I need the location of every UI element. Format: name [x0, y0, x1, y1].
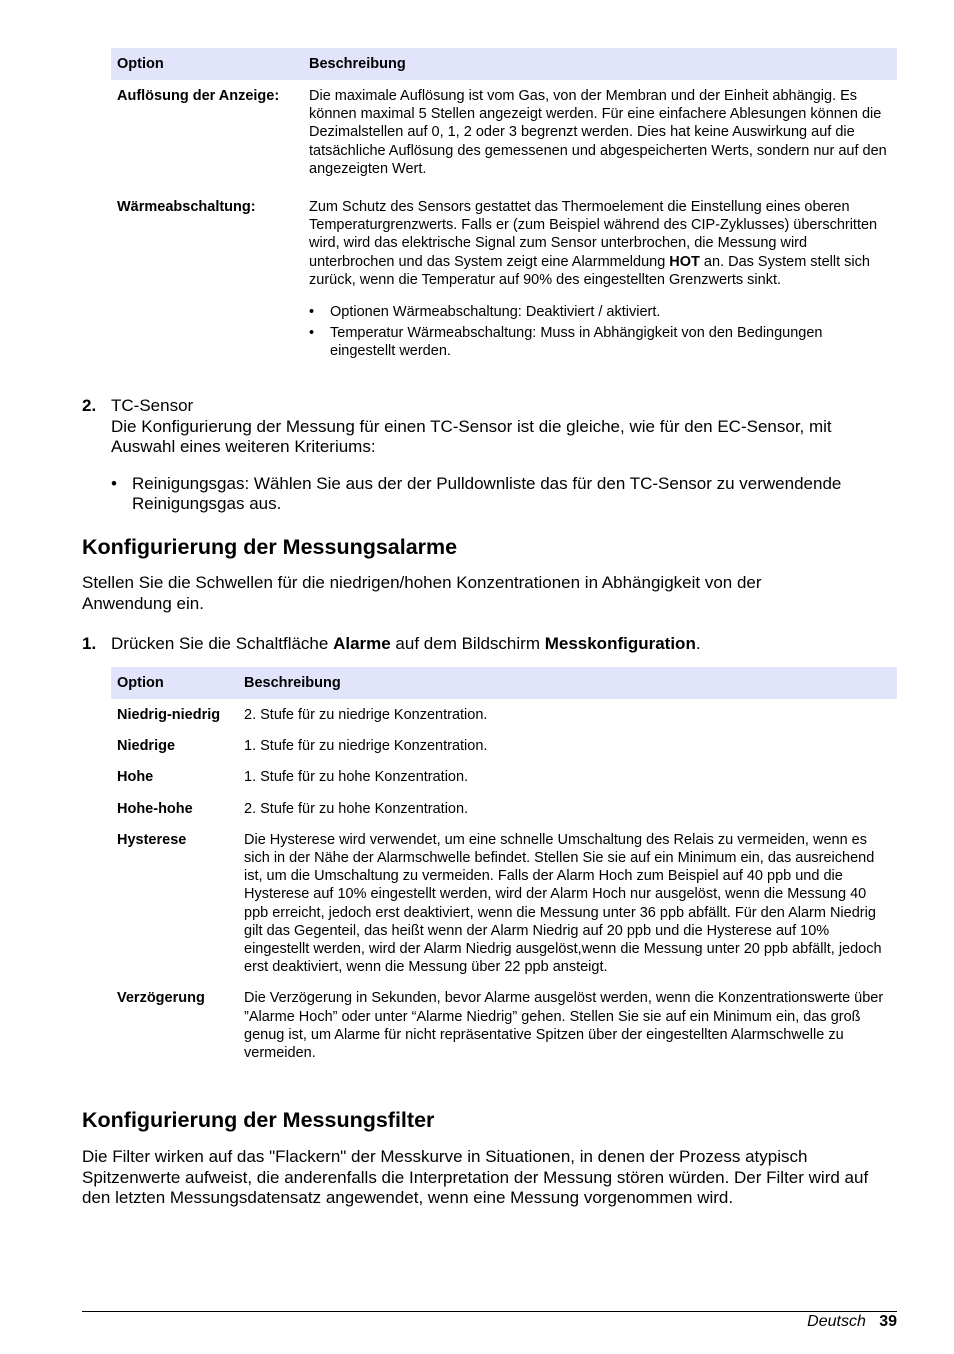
alarme-keyword: Alarme: [333, 634, 391, 653]
option-description: Die maximale Auflösung ist vom Gas, von der Membran und der Einheit abhängig. Es können maximal 5 Stellen angezeigt werden. Für eine einfachere Ablesungen können die Dezimalstellen auf 0, 1, 2 oder 3 begrenzt werden. Dies hat keine Auswirkung auf die tatsächliche Auflösung des gemessenen und abgespeicherten Werts, sondern nur auf den angezeigten Wert.: [309, 88, 887, 177]
table-header-description: Beschreibung: [303, 48, 897, 80]
options-table-alarms: [111, 667, 897, 1068]
table-row: [111, 982, 897, 1068]
option-name: Hohe-hohe: [117, 800, 193, 817]
option-description: 2. Stufe für zu hohe Konzentration.: [244, 800, 469, 817]
bullet-icon: •: [111, 473, 117, 493]
table-row: [111, 824, 897, 983]
bullet-icon: •: [309, 325, 315, 342]
option-name: Niedrige: [117, 738, 176, 755]
table-row: [111, 184, 897, 370]
step-number: 2.: [82, 396, 97, 415]
option-description: Die Hysterese wird verwendet, um eine schnelle Umschaltung des Relais zu vermeiden, wenn es sich in der Nähe der Alarmschwelle befindet. Stellen Sie sie auf ein Minimum ein, das ausreichend ist, um die Umschaltung zu vermeiden. Falls der Alarm Hoch zum Beispiel auf 40 ppb und die Hysterese auf 10% eingestellt werden, wird der Alarm Hoch nur ausgelöst, wenn die Messung 40 ppb erreicht, jedoch erst deaktiviert, wenn die Messung unter 36 ppb abfällt. Für den Alarm Niedrig gilt das Gegenteil, das heißt wenn der Alarm Niedrig auf 20 ppb und die Hysterese auf 10% eingestellt werden, wird der Alarm Niedrig ausgelöst,wenn die Messung unter 20 ppb abfällt, jedoch erst deaktiviert, wenn die Messung über 22 ppb ansteigt.: [244, 831, 882, 976]
page-number: 39: [879, 1313, 897, 1330]
page-footer: [807, 1313, 897, 1331]
option-name: Hohe: [117, 769, 154, 786]
table-header-row: [111, 667, 897, 699]
table-row: [111, 730, 897, 761]
list-item: • Optionen Wärmeabschaltung: Deaktiviert / aktiviert.: [309, 304, 661, 321]
option-description: Die Verzögerung in Sekunden, bevor Alarme ausgelöst werden, wenn die Konzentrationswerte über ”Alarme Hoch” oder unter “Alarme Niedrig” gehen. Stellen Sie sie auf ein Minimum ein, das groß genug ist, um Alarme für nicht repräsentative Spitzen über der eingestellten Alarmschwelle zu vermeiden.: [244, 990, 884, 1062]
table-header-row: [111, 48, 897, 80]
table-row: [111, 699, 897, 730]
section-text: Die Filter wirken auf das "Flackern" der Messkurve in Situationen, in denen der Prozess atypisch Spitzenwerte aufweist, die anderenfalls die Interpretation der Messung stören würden. Der Filter wird auf den letzten Messungsdatensatz angewendet, wenn eine Messung vorgenommen wird.: [82, 1147, 869, 1207]
table-header-description: Beschreibung: [238, 667, 897, 699]
option-description: 2. Stufe für zu niedrige Konzentration.: [244, 707, 488, 723]
table-row: [111, 80, 897, 184]
step-2: [82, 396, 897, 515]
section-intro: Stellen Sie die Schwellen für die niedrigen/hohen Konzentrationen in Abhängigkeit von der Anwendung ein.: [82, 573, 762, 613]
messkonfiguration-keyword: Messkonfiguration: [544, 634, 696, 653]
step-title: TC-Sensor: [111, 396, 194, 415]
option-description: 1. Stufe für zu hohe Konzentration.: [244, 769, 469, 786]
option-name: Niedrig-niedrig: [117, 707, 221, 723]
step-text: Die Konfigurierung der Messung für einen TC-Sensor ist die gleiche, wie für den EC-Sensor, mit Auswahl eines weiteren Kriteriums:: [111, 416, 832, 456]
description-text: Zum Schutz des Sensors gestattet das Thermoelement die Einstellung eines oberen Temperaturgrenzwerts. Falls er (zum Beispiel während des CIP-Zyklusses) überschritten wird, wird das elektrische Signal zum Sensor unterbrochen, die Messung wird unterbrochen und das System zeigt eine Alarmmeldung: [309, 199, 878, 270]
table-header-option: Option: [111, 667, 238, 699]
bullet-icon: •: [309, 304, 315, 321]
option-name: Verzögerung: [117, 990, 205, 1007]
table-row: [111, 761, 897, 792]
option-name: Wärmeabschaltung:: [117, 199, 256, 216]
option-description: 1. Stufe für zu niedrige Konzentration.: [244, 738, 488, 755]
table-row: [111, 793, 897, 824]
option-name: Auflösung der Anzeige:: [117, 88, 280, 104]
step-1: 1. Drücken Sie die Schaltfläche Alarme auf dem Bildschirm Messkonfiguration.: [82, 634, 701, 653]
step-number: 1.: [82, 634, 97, 653]
footer-language: Deutsch: [807, 1313, 866, 1330]
footer-divider: [82, 1311, 897, 1312]
option-name: Hysterese: [117, 831, 187, 848]
section-heading-alarms: Konfigurierung der Messungsalarme: [82, 535, 458, 559]
option-description: [303, 184, 897, 370]
bullet-list: [309, 303, 891, 361]
hot-keyword: HOT: [669, 253, 700, 270]
options-table-display: [111, 48, 897, 370]
list-item: • Temperatur Wärmeabschaltung: Muss in Abhängigkeit von den Bedingungen eingestellt werden.: [309, 325, 823, 360]
table-header-option: Option: [111, 48, 303, 80]
section-heading-filter: Konfigurierung der Messungsfilter: [82, 1108, 435, 1132]
list-item: • Reinigungsgas: Wählen Sie aus der der Pulldownliste das für den TC-Sensor zu verwendende Reinigungsgas aus.: [111, 473, 842, 513]
description-text: an. Das System stellt sich zurück, wenn die Temperatur auf 90% des eingestellten Grenzwerts sinkt.: [309, 253, 870, 288]
